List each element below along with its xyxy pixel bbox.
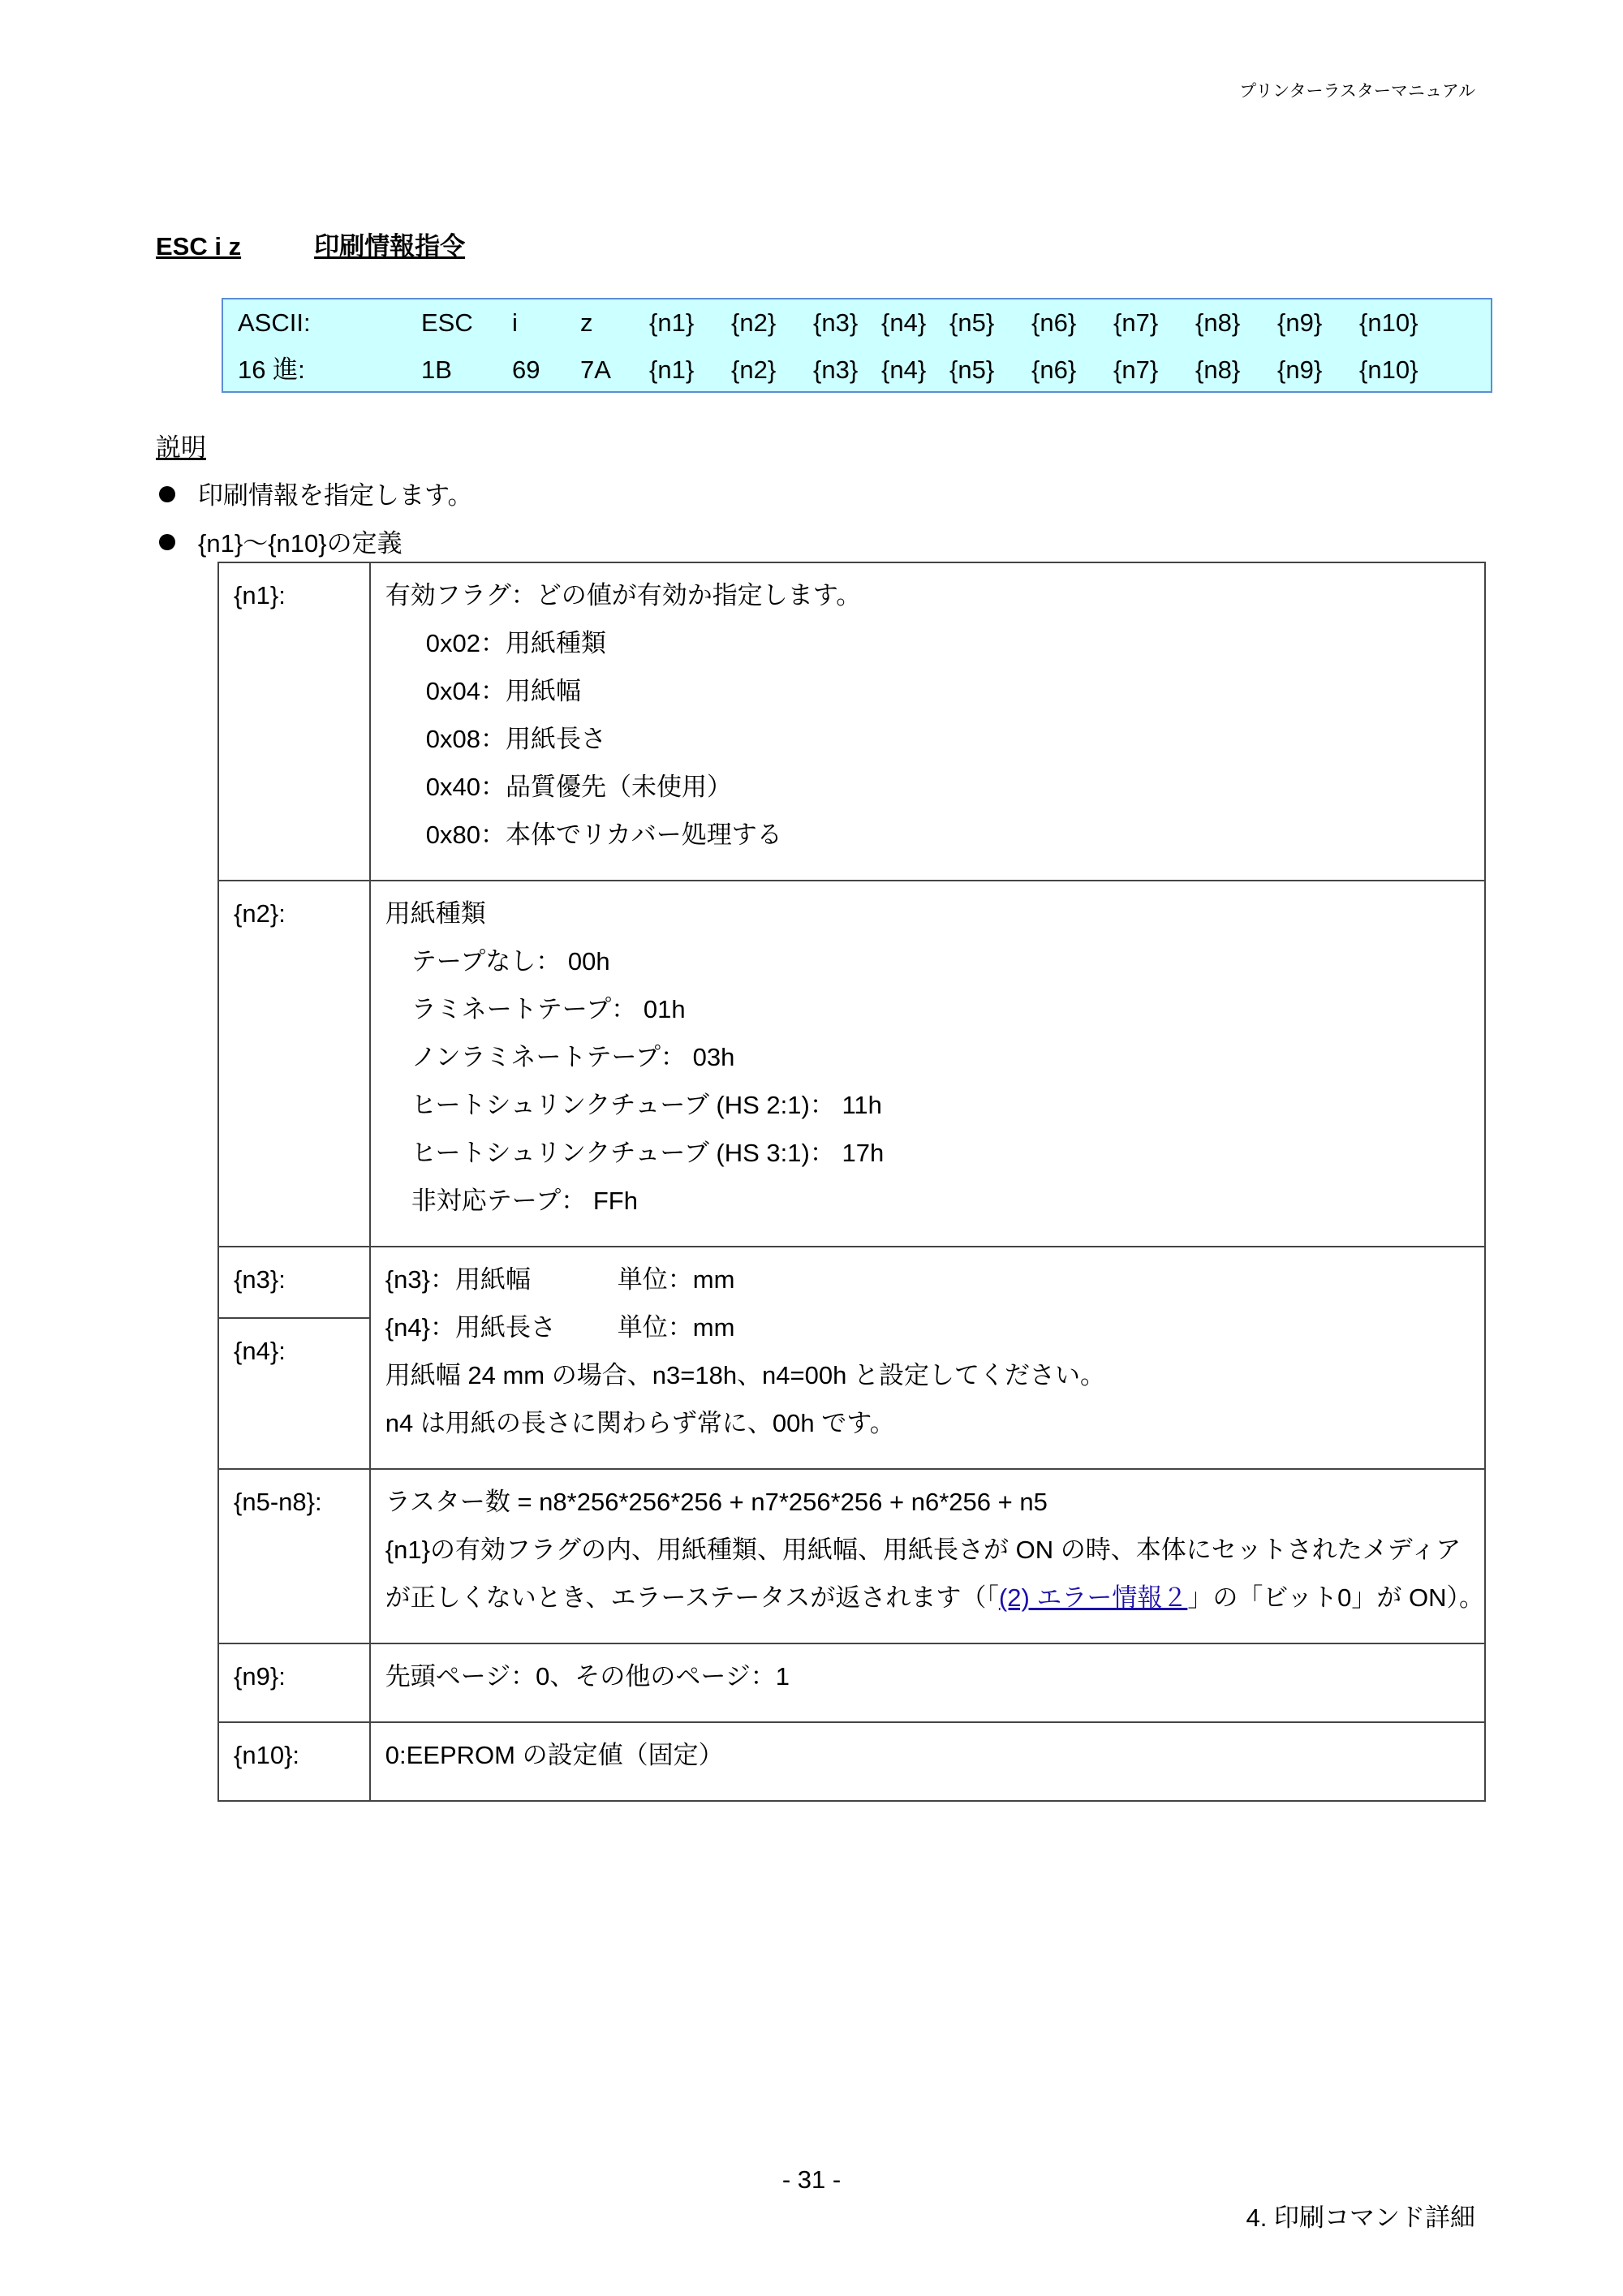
n3-line [385,1265,1484,1313]
syntax-cell: ESC [421,308,473,337]
param-content-n3-n4 [370,1247,1485,1469]
n4-line [385,1313,1484,1361]
syntax-cell: {n1} [649,355,695,384]
param-label-n1: {n1}: [218,562,370,881]
bullet-item [159,523,403,559]
n5-n8-note-text: が正しくないとき、エラーステータスが返されます（「 [385,1583,999,1612]
syntax-cell: {n4} [881,355,927,384]
syntax-cell: {n10} [1359,308,1419,337]
footer-section-title: 4. 印刷コマンド詳細 [1246,2203,1475,2232]
syntax-cell: 7A [580,355,611,384]
syntax-cell: 16 進: [238,355,305,384]
param-content-n9 [370,1643,1485,1722]
bullet-dot-icon [159,534,175,550]
manual-title: プリンターラスターマニュアル [1239,82,1475,101]
syntax-cell: i [512,308,518,337]
list-item: 0x02：用紙種類 [425,629,607,657]
syntax-row-hex [223,347,1491,394]
n5-n8-note: {n1}の有効フラグの内、用紙種類、用紙幅、用紙長さが ON の時、本体にセットされたメディア [385,1536,1462,1564]
syntax-cell: z [580,308,593,337]
list-item: ラミネートテープ： 01h [411,995,686,1023]
syntax-cell: {n1} [649,308,695,337]
syntax-cell: {n10} [1359,355,1419,384]
table-row [218,881,1485,1247]
n9-text: 先頭ページ：0、その他のページ：1 [385,1662,790,1691]
syntax-cell: ASCII: [238,308,311,337]
n3-n4-note: n4 は用紙の長さに関わらず常に、00h です。 [385,1409,895,1437]
table-row [218,1643,1485,1722]
n3-unit: 単位：mm [617,1265,735,1294]
param-content-n2 [370,881,1485,1247]
list-item: 0x80：本体でリカバー処理する [425,821,782,849]
param-label-n3: {n3}: [218,1247,370,1318]
list-item: 非対応テープ： FFh [411,1187,638,1215]
syntax-cell: {n4} [881,308,927,337]
table-row [218,1469,1485,1643]
syntax-cell: {n3} [813,355,859,384]
syntax-cell: {n2} [731,308,777,337]
command-name: 印刷情報指令 [314,232,466,261]
page-number: - 31 - [781,2165,842,2194]
n3-key: {n3}：用紙幅 [385,1265,531,1294]
param-content-n5-n8 [370,1469,1485,1643]
param-content-n10 [370,1722,1485,1801]
syntax-cell: {n9} [1277,308,1323,337]
n1-title: 有効フラグ：どの値が有効か指定します。 [385,581,862,610]
n5-n8-note-text: 」の「ビット0」が ON）。 [1187,1583,1484,1612]
command-title [156,226,465,262]
syntax-cell: {n9} [1277,355,1323,384]
n10-text: 0:EEPROM の設定値（固定） [385,1741,724,1769]
n5-n8-note [385,1583,1484,1631]
syntax-cell: {n5} [949,308,995,337]
param-table [217,562,1486,1802]
param-label-n10: {n10}: [218,1722,370,1801]
param-content-n1 [370,562,1485,881]
error-info-2-link[interactable]: (2) エラー情報２ [998,1583,1188,1612]
syntax-box [222,298,1492,393]
table-row [218,562,1485,881]
list-item: 0x40：品質優先（未使用） [425,773,733,801]
syntax-cell: {n6} [1031,355,1077,384]
syntax-cell: {n5} [949,355,995,384]
syntax-cell: {n8} [1195,355,1241,384]
list-item: ヒートシュリンクチューブ (HS 2:1)： 11h [411,1091,882,1119]
bullet-text: 印刷情報を指定します。 [198,481,473,510]
table-row [218,1722,1485,1801]
syntax-cell: 69 [512,355,540,384]
syntax-cell: {n6} [1031,308,1077,337]
raster-formula: ラスター数 = n8*256*256*256 + n7*256*256 + n6*256 + n5 [385,1488,1048,1516]
param-label-n2: {n2}: [218,881,370,1247]
param-label-n9: {n9}: [218,1643,370,1722]
list-item: ノンラミネートテープ： 03h [411,1043,735,1071]
bullet-dot-icon [159,486,175,502]
list-item: ヒートシュリンクチューブ (HS 3:1)： 17h [411,1139,885,1167]
command-code: ESC i z [156,232,242,261]
syntax-cell: {n8} [1195,308,1241,337]
list-item: 0x04：用紙幅 [425,677,582,705]
syntax-row-ascii [223,299,1491,347]
table-row [218,1247,1485,1318]
syntax-cell: {n7} [1113,308,1159,337]
bullet-item [159,475,473,511]
n2-title: 用紙種類 [385,899,486,928]
syntax-cell: {n3} [813,308,859,337]
syntax-cell: 1B [421,355,452,384]
list-item: 0x08：用紙長さ [425,725,607,753]
description-label: 説明 [156,433,206,462]
n4-key: {n4}：用紙長さ [385,1313,556,1342]
bullet-text: {n1}〜{n10}の定義 [198,529,403,558]
n3-n4-note: 用紙幅 24 mm の場合、n3=18h、n4=00h と設定してください。 [385,1361,1105,1389]
list-item: テープなし： 00h [411,947,610,976]
syntax-cell: {n7} [1113,355,1159,384]
param-label-n4: {n4}: [218,1318,370,1469]
n4-unit: 単位：mm [617,1313,735,1342]
param-label-n5-n8: {n5-n8}: [218,1469,370,1643]
syntax-cell: {n2} [731,355,777,384]
